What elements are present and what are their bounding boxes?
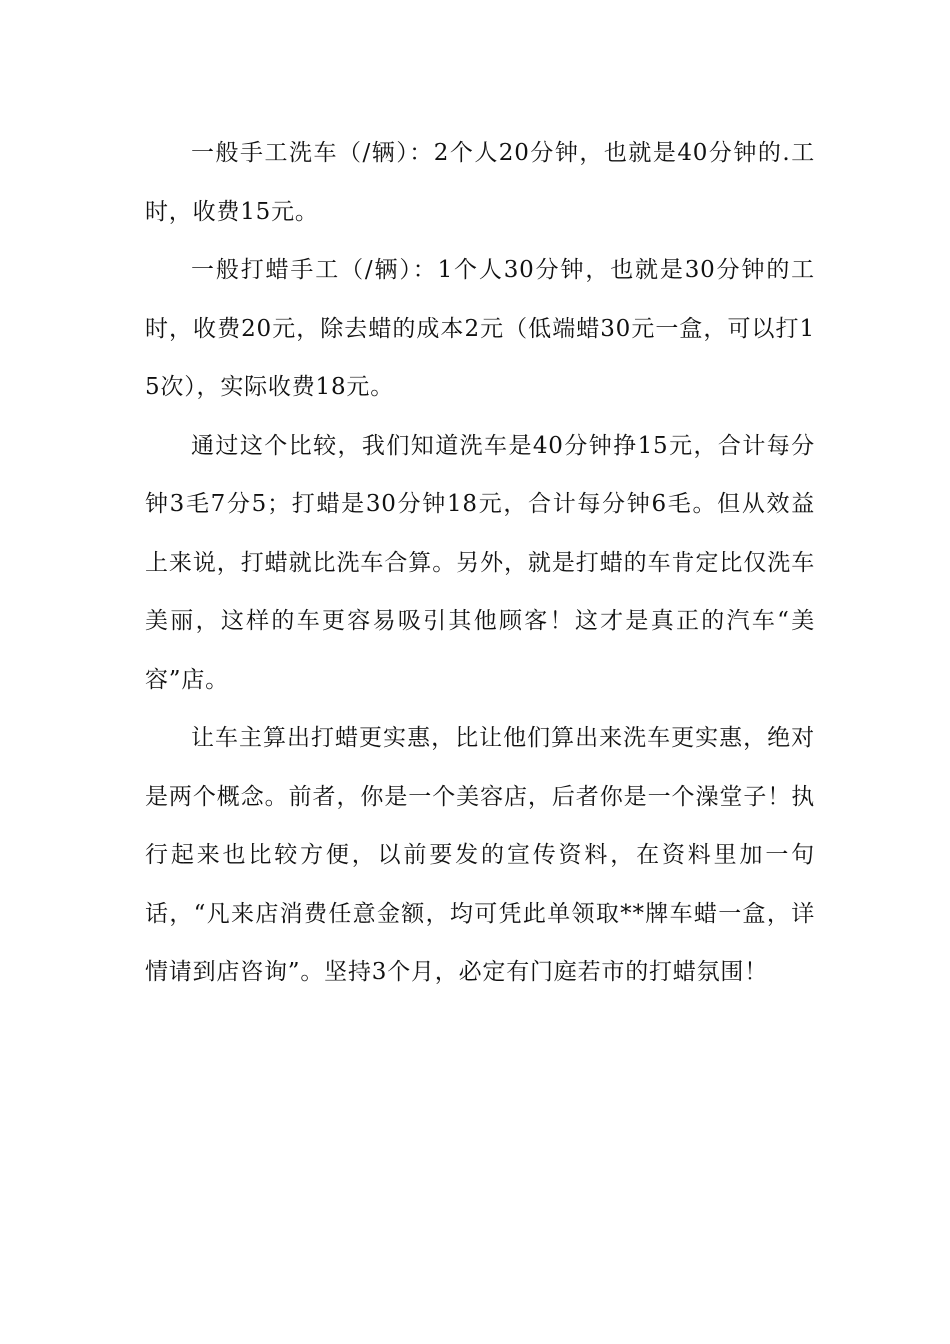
- paragraph-comparison: 通过这个比较，我们知道洗车是40分钟挣15元，合计每分钟3毛7分5；打蜡是30分钟18元，合计每分钟6毛。但从效益上来说，打蜡就比洗车合算。另外，就是打蜡的车肯定比仅洗车美丽，这样的车更容易吸引其他顾客！这才是真正的汽车“美容”店。: [145, 432, 815, 693]
- paragraph-hand-wax: 一般打蜡手工（/辆）：1个人30分钟，也就是30分钟的工时，收费20元，除去蜡的成本2元（低端蜡30元一盒，可以打15次），实际收费18元。: [145, 257, 815, 400]
- document-body: [145, 124, 815, 1002]
- paragraph-hand-wash: 一般手工洗车（/辆）：2个人20分钟，也就是40分钟的.工时，收费15元。: [145, 140, 815, 225]
- paragraph-promotion: 让车主算出打蜡更实惠，比让他们算出来洗车更实惠，绝对是两个概念。前者，你是一个美容店，后者你是一个澡堂子！执行起来也比较方便，以前要发的宣传资料，在资料里加一句话，“凡来店消费任意金额，均可凭此单领取**牌车蜡一盒，详情请到店咨询”。坚持3个月，必定有门庭若市的打蜡氛围！: [145, 725, 815, 985]
